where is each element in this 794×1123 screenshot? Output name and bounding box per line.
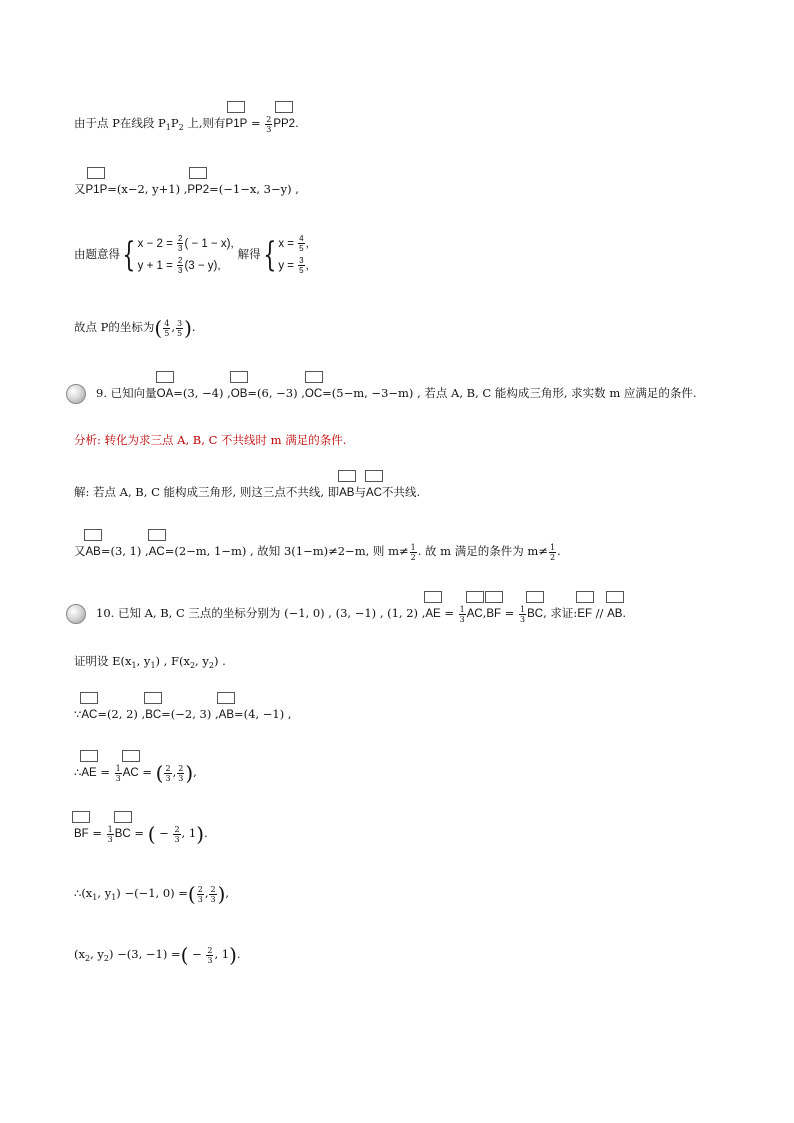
- vector-pp2: PP2: [273, 114, 295, 134]
- text: 故点 P的坐标为: [74, 320, 155, 334]
- analysis-line: [74, 430, 346, 450]
- line-8: 又AB=(3, 1) ,AC=(2−m, 1−m) , 故知 3(1−m)≠2−m, 则 m≠ $\frac{1}{2}$ . 故 m 满足的条件为 m≠ $\frac{1}{2}$ .: [74, 542, 561, 562]
- left-brace: {: [263, 235, 276, 275]
- text: 解: 若点 A, B, C 能构成三角形, 则这三点不共线, 即: [74, 485, 340, 499]
- left-brace: {: [122, 235, 136, 275]
- vector-bc: BC: [527, 604, 543, 624]
- vector-pp2: PP2: [187, 180, 209, 200]
- text: P: [170, 116, 179, 130]
- line-2: [74, 179, 299, 200]
- text: =: [247, 116, 265, 130]
- line-3: [74, 232, 309, 277]
- vector-bf: BF: [74, 824, 89, 844]
- line-7: 解: 若点 A, B, C 能构成三角形, 则这三点不共线, 即AB与AC不共线.: [74, 482, 420, 503]
- text: 分析: 转化为求三点 A, B, C 不共线时 m 满足的条件.: [74, 433, 347, 447]
- vector-p1p: P1P: [226, 114, 248, 134]
- text: 上,则有: [183, 116, 226, 130]
- text: .: [295, 116, 299, 130]
- fraction: $\frac{3}{5}$: [176, 318, 183, 338]
- vector-ab: AB: [607, 604, 622, 624]
- fraction: $\frac{4}{5}$: [164, 318, 170, 338]
- text: 又: [74, 182, 86, 196]
- vector-bc: BC: [115, 824, 131, 844]
- vector-ac: AC: [366, 483, 382, 503]
- line-4: 故点 P的坐标为( $\frac{4}{5}$ , $\frac{3}{5}$ ).: [74, 316, 196, 340]
- vector-oa: OA: [157, 384, 174, 404]
- text: 由于点 P在线段 P: [74, 116, 166, 130]
- vector-ab: AB: [219, 705, 234, 725]
- vector-ef: EF: [577, 604, 592, 624]
- text: =(x−2, y+1) ,: [107, 182, 188, 196]
- vector-ac: AC: [81, 705, 97, 725]
- question-marker-icon: [66, 604, 86, 624]
- text: 解得: [237, 247, 261, 261]
- vector-bf: BF: [486, 604, 501, 624]
- vector-bc: BC: [145, 705, 161, 725]
- vector-ob: OB: [231, 384, 248, 404]
- fraction: $\frac{1}{2}$: [549, 542, 556, 562]
- vector-ae: AE: [81, 763, 96, 783]
- fraction: $\frac{2}{3}$: [266, 114, 272, 134]
- vector-ab: AB: [86, 542, 101, 562]
- fraction: $\frac{1}{2}$: [410, 542, 416, 562]
- line-14: $\therefore(x_1$, $y_1) -(-1$, 0) =( $\frac{2}{3}$ , $\frac{2}{3}$ ),: [74, 882, 230, 906]
- vector-oc: OC: [305, 384, 322, 404]
- question-10: 10. 已知 A, B, C 三点的坐标分别为 (−1, 0) , (3, −1) , (1, 2) ,AE = $\frac{1}{3}$ AC,BF = $\frac{1}{3}$ BC, 求证:EF // AB.: [74, 603, 626, 624]
- text: =(−1−x, 3−y) ,: [209, 182, 299, 196]
- vector-p1p: P1P: [86, 180, 108, 200]
- line-1: [74, 113, 299, 138]
- line-13: BF = $\frac{1}{3}$ BC = ( − $\frac{2}{3}$ , 1).: [74, 822, 208, 846]
- text: 由题意得: [74, 247, 120, 261]
- line-11: ∵AC=(2, 2) ,BC=(−2, 3) ,AB=(4, −1) ,: [74, 704, 292, 725]
- vector-ab: AB: [339, 483, 354, 503]
- vector-ac: AC: [149, 542, 165, 562]
- proof-intro: 证明设 $E(x_1$, $y_1$) , $F(x_2$, $y_2$) .: [74, 654, 226, 670]
- vector-ac: AC: [123, 763, 139, 783]
- equation-system: x − 2 = $\frac{2}{3}$ ( − 1 − x), y + 1 = $\frac{2}{3}$ (3 − y),: [137, 234, 234, 276]
- line-15: ($x_2$, $y_2) -(3$, −1) =( − $\frac{2}{3}$ , 1).: [74, 943, 241, 967]
- subscript: 2: [178, 123, 184, 132]
- line-12: ∴AE = $\frac{1}{3}$ AC = ( $\frac{2}{3}$ , $\frac{2}{3}$ ),: [74, 761, 197, 785]
- question-9: 9. 已知向量OA=(3, −4) ,OB=(6, −3) ,OC=(5−m, −3−m) , 若点 A, B, C 能构成三角形, 求实数 m 应满足的条件.: [74, 383, 697, 404]
- vector-ae: AE: [425, 604, 440, 624]
- text: 9. 已知向量: [96, 386, 157, 400]
- question-marker-icon: [66, 384, 86, 404]
- subscript: 1: [165, 123, 171, 132]
- solution-system: x = $\frac{4}{5}$ , y = $\frac{3}{5}$ ,: [278, 234, 309, 276]
- vector-ac: AC: [467, 604, 483, 624]
